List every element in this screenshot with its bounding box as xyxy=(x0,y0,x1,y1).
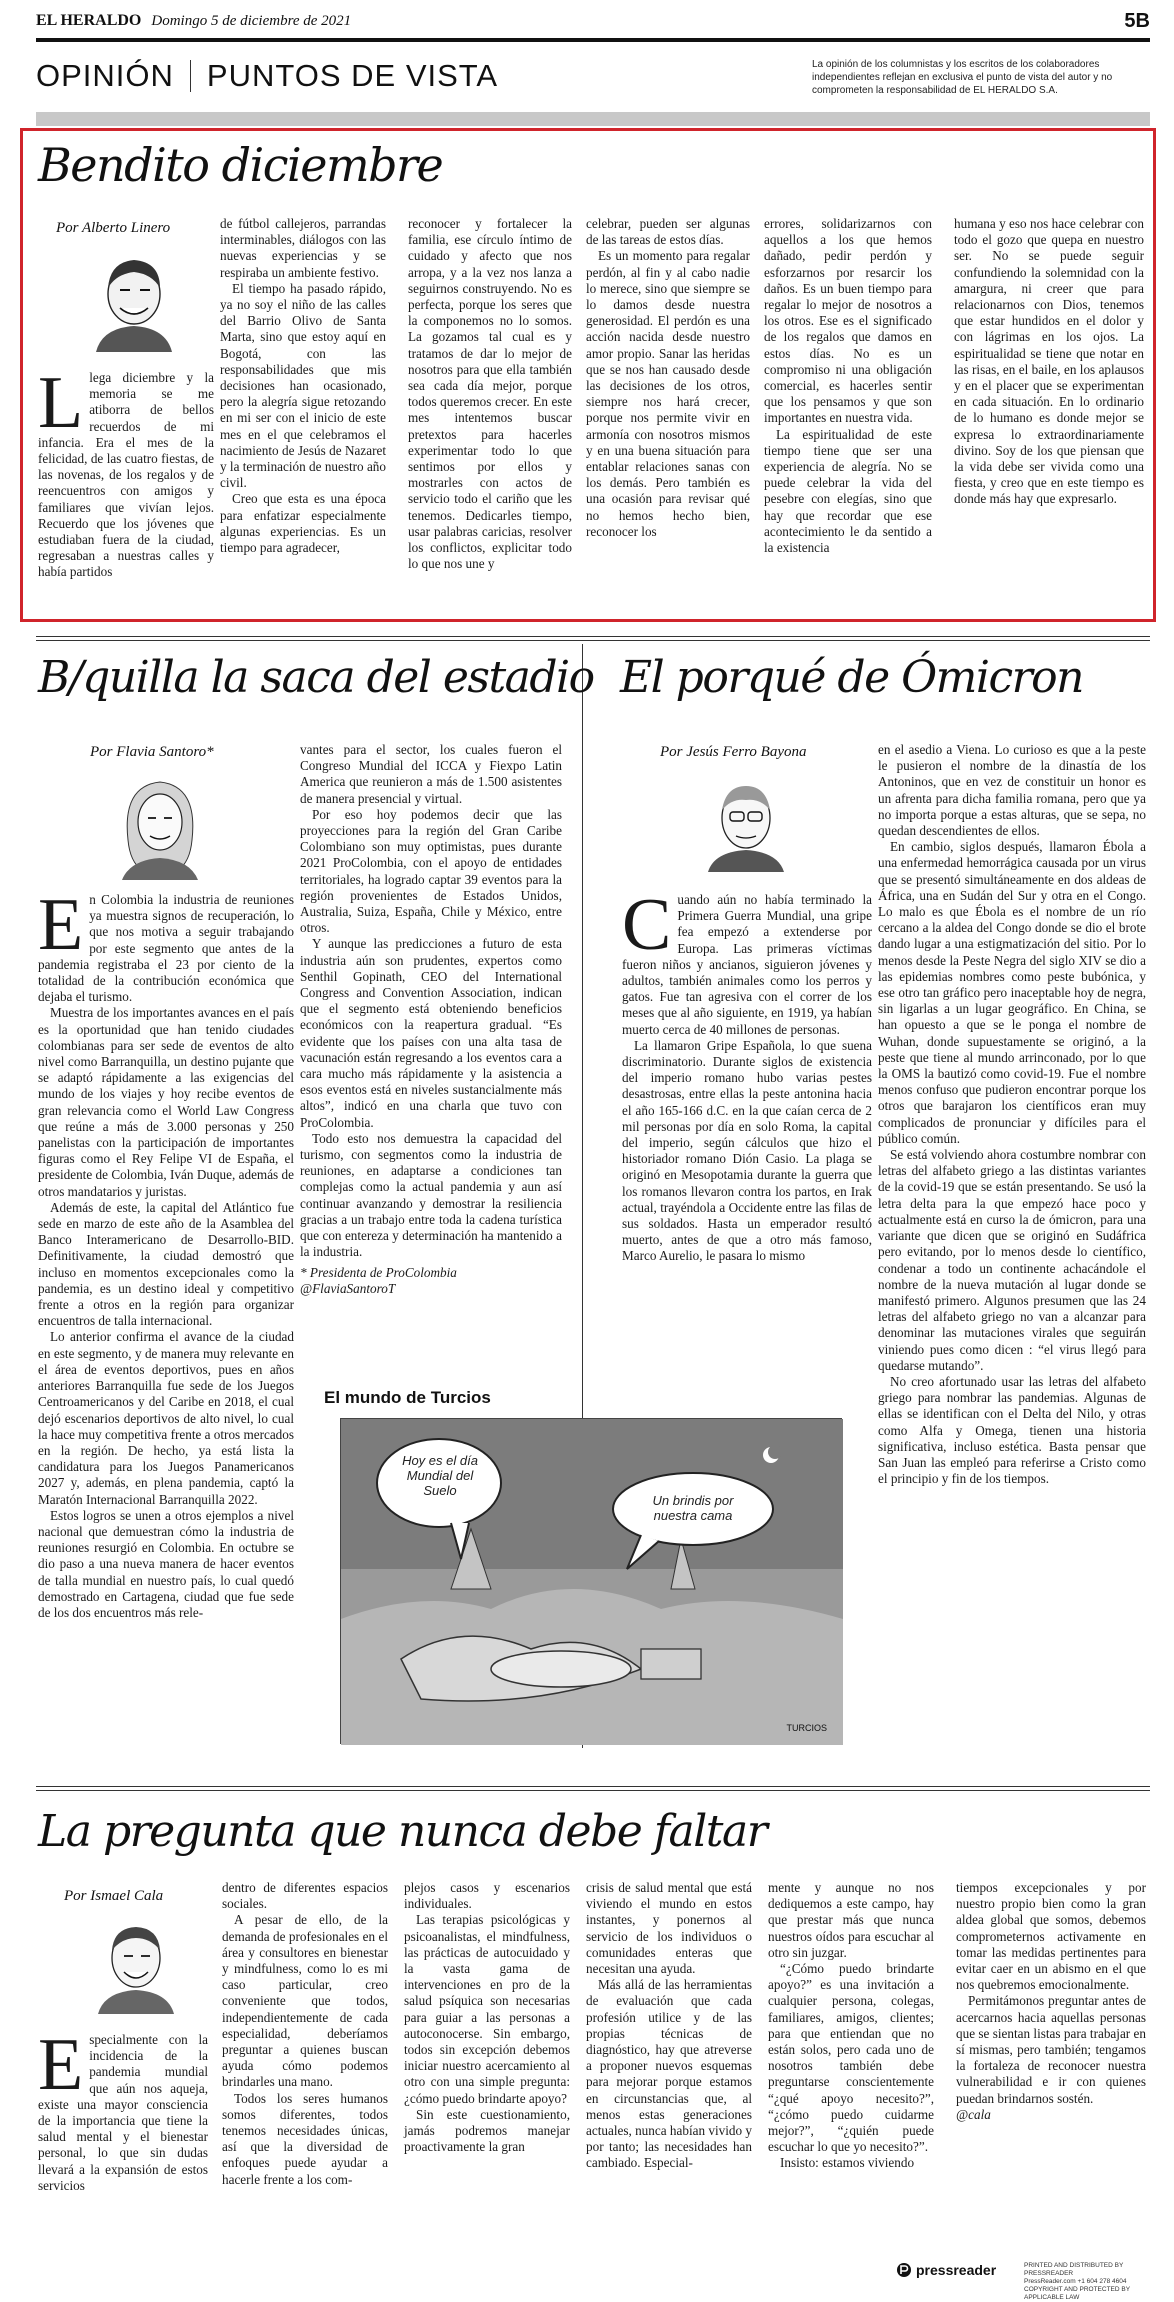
paper-info xyxy=(36,12,351,30)
article2-handle: @FlaviaSantoroT xyxy=(300,1280,396,1296)
article2-footnote: * Presidenta de ProColombia xyxy=(300,1264,457,1280)
article2-paragraph: Y aunque las predicciones a futuro de esta industria aún son prudentes, expertos como Senthil Gopinath, CEO del International Congress and Convention Association, indican que el segmento está obteniendo beneficios económicos con la reapertura gradual. “Es evidente que los países con una alta tasa de vacunación están regresando a los eventos cara a cara mucho más rápidamente y la asistencia a esos eventos está en niveles sustancialmente más altos”, indicó en una charla que tuvo con ProColombia. xyxy=(300,936,562,1130)
footer-line: PressReader.com +1 604 278 4604 xyxy=(1024,2278,1127,2285)
article4-paragraph: Las terapias psicológicas y psicoanalistas, el mindfulness, las prácticas de autocuidado y la vasta gama de intervenciones en pro de la salud psíquica son necesarias para guiar a las personas a autoconocerse. Sin embargo, todos sin excepción debemos iniciar nuestro acercamiento al otro con una simple pregunta: ¿cómo puedo brindarte apoyo? xyxy=(404,1912,570,2106)
article4-paragraph: Todos los seres humanos somos diferentes, todos tenemos necesidades únicas, así que la diversidad de enfoques puede ayudar a hacerle frente a los com- xyxy=(222,2090,388,2187)
article1-paragraph: de fútbol callejeros, parrandas interminables, diálogos con las nuevas experiencias y se respiraba un ambiente festivo. xyxy=(220,216,386,280)
author-portrait xyxy=(88,1914,184,2014)
author-portrait xyxy=(108,770,212,880)
article1-col1 xyxy=(38,362,214,610)
footer-fine-print xyxy=(1024,2262,1164,2302)
article2-paragraph: Lo anterior confirma el avance de la ciudad en este segmento, y de manera muy relevante en el área de eventos deportivos, pues en años anteriores Barranquilla fue sede de los Juegos Centroamericanos y del Caribe en 2018, el cual dejó escenarios deportivos de alto nivel, lo cual la hace muy competitiva frente a otros mercados en la región. De hecho, ya está lista la candidatura para los Juegos Panamericanos 2027 y, además, en plena pandemia, captó la Maratón Internacional Barranquilla 2022. xyxy=(38,1329,294,1507)
article1-col4 xyxy=(586,216,750,610)
article4-paragraph: Sin este cuestionamiento, jamás podremos manejar proactivamente la gran xyxy=(404,2106,570,2155)
article4-paragraph: tiempos excepcionales y por nuestro propio bien como la gran aldea global que somos, debemos comprometernos activamente en tomar las medidas pertinentes para evitar caer en un abismo en el que nos quebremos emocionalmente. xyxy=(956,1880,1146,1993)
article3-paragraph: No creo afortunado usar las letras del alfabeto griego para nombrar las pandemias. Algunas de ellas se identifican con el Delta del Nilo, y otras como Alfa y Omega, tienen una historia significativa, incluso estética. Basta pensar que San Juan las empleó para referirse a Cristo como el principio y fin de los tiempos. xyxy=(878,1373,1146,1487)
author-portrait xyxy=(700,772,792,872)
article1-paragraph: La espiritualidad de este tiempo tiene que ser una experiencia de alegría. No se puede celebrar la vida del pesebre con elegías, sino que hay que recordar que ese acontecimiento le da sentido a la existencia xyxy=(764,426,932,556)
article3-paragraph: Se está volviendo ahora costumbre nombrar con letras del alfabeto griego a las distintas variantes de la covid-19 que se están presentando. Se usó la letra delta para la que empezó hace poco y actualmente está en curso la de ómicron, para una variante que dicen que se originó en Sudáfrica pero evitando, por lo menos desde lo científico, condenar a todo un continente achacándole el nombre de la nueva mutación al lugar donde se manifestó primero. Algunos presumen que las 24 letras del alfabeto griego no van a alcanzar para denominar las mutaciones virales que seguirán viniendo pues como dicen : “el virus llegó para quedarse mutando”. xyxy=(878,1147,1146,1373)
article1-col6 xyxy=(954,216,1144,610)
article1-col1-text: lega diciembre y la memoria se me atiborra de bellos recuerdos de mi infancia. Era el mes de la felicidad, de las cuatro fiestas, de las novenas, de los regalos y de reencuentros con amigos y familiares que vivían lejos. Recuerdo que los jóvenes que estudiaban fuera de la ciudad, regresaban a nuestras calles y había partidos xyxy=(38,370,214,580)
section-right: PUNTOS DE VISTA xyxy=(206,58,499,93)
article2-dropcap: E xyxy=(38,884,84,966)
article3-paragraph: en el asedio a Viena. Lo curioso es que a la peste le pusieron el nombre de la dinastía de los Antoninos, que en vez de constituir un honor es un afrenta para dicha familia romana, pero que ya no importa porque a estas alturas, que se sepa, no quedan descendientes de ellos. xyxy=(878,742,1146,839)
article4-paragraph: crisis de salud mental que está viviendo el mundo en estos instantes, y ponernos al servicio de los individuos o comunidades enteras que necesitan una ayuda. xyxy=(586,1880,752,1977)
section-left: OPINIÓN xyxy=(36,58,174,93)
paper-name: EL HERALDO xyxy=(36,12,142,29)
article2-headline: B/quilla la saca del estadio xyxy=(38,652,594,703)
article2-paragraph: Todo esto nos demuestra la capacidad del turismo, con segmentos como la industria de reuniones, en adaptarse a condiciones tan complejas como la actual pandemia y aun así continuar avanzando y demostrar la resiliencia gracias a un trabajo entre toda la cadena turística que con entereza y determinación ha mantenido a la industria. xyxy=(300,1130,562,1260)
section-divider xyxy=(36,640,1150,641)
pressreader-logo[interactable] xyxy=(896,2262,996,2278)
article1-headline: Bendito diciembre xyxy=(38,138,443,192)
section-divider xyxy=(36,1790,1150,1791)
pressreader-brand: pressreader xyxy=(916,2262,997,2278)
article3-headline: El porqué de Ómicron xyxy=(620,652,1083,703)
section-band xyxy=(36,112,1150,126)
article4-paragraph: A pesar de ello, de la demanda de profesionales en el área y consultores en bienestar y mindfulness, como lo es mi caso particular, creo conveniente que todos, independientemente de cada especialidad, deberíamos preguntar a quienes buscan ayuda cómo podemos brindarles una mano. xyxy=(222,1912,388,2090)
article4-paragraph: Insisto: estamos viviendo xyxy=(780,2155,915,2171)
article4-col5 xyxy=(768,1880,934,2242)
article4-headline: La pregunta que nunca debe faltar xyxy=(38,1806,767,1857)
article4-paragraph: dentro de diferentes espacios sociales. xyxy=(222,1880,388,1912)
article1-paragraph: celebrar, pueden ser algunas de las tareas de estos días. xyxy=(586,216,750,248)
article2-paragraph: vantes para el sector, los cuales fueron el Congreso Mundial del ICCA y Fiexpo Latin America que reunieron a más de 1.500 asistentes de manera presencial y virtual. xyxy=(300,742,562,806)
section-separator xyxy=(190,60,191,92)
disclaimer: La opinión de los columnistas y los escritos de los colaboradores independientes reflejan en exclusiva el punto de vista del autor y no comprometen la responsabilidad de EL HERALDO S.A. xyxy=(812,59,1113,96)
author-portrait xyxy=(86,248,182,352)
section-divider xyxy=(36,1786,1150,1787)
article1-paragraph: errores, solidarizarnos con aquellos a los que hemos dañado, pedir perdón y esforzarnos por resarcir los daños. Es un buen tiempo para regalar lo mejor de nosotros a los otros. Ese es el significado de los regalos que damos en estos días. No es un compromiso ni una obligación comercial, es hacerles sentir que los pensamos y que son importantes en nuestra vida. xyxy=(764,216,932,426)
article3-byline: Por Jesús Ferro Bayona xyxy=(660,744,807,760)
footer-line: COPYRIGHT AND PROTECTED BY APPLICABLE LAW xyxy=(1024,2286,1130,2301)
cartoon-signature: TURCIOS xyxy=(786,1723,827,1733)
article4-col1 xyxy=(38,2024,208,2242)
article4-paragraph: “¿Cómo puedo brindarte apoyo?” es una invitación a cualquier persona, colegas, familiares, amigos, clientes; para que entiendan que no están solos, pero cada uno de nosotros también debe preguntarse conscientemente “¿qué apoyo necesito?”, “¿cómo puedo cuidarme mejor?”, “¿quién puede escuchar lo que yo necesito?”. xyxy=(768,1961,934,2155)
article4-col2 xyxy=(222,1880,388,2242)
page-number: 5B xyxy=(1124,9,1150,32)
article4-paragraph: specialmente con la incidencia de la pandemia mundial que aún nos aqueja, existe una mayor consciencia de la importancia que tiene la salud mental y el bienestar personal, lo que sin dudas llevará a la expansión de estos servicios xyxy=(38,2032,208,2193)
masthead xyxy=(36,8,1150,34)
pressreader-icon xyxy=(896,2262,912,2278)
article1-col2 xyxy=(220,216,386,610)
article4-paragraph: mente y aunque no nos dediquemos a este campo, hay que prestar más que nunca nuestros oídos para escuchar al otro sin juzgar. xyxy=(768,1880,934,1960)
article1-dropcap: L xyxy=(38,362,84,444)
cartoon-bubble-right: Un brindis por nuestra cama xyxy=(652,1493,734,1523)
article3-paragraph: uando aún no había terminado la Primera Guerra Mundial, una gripe fea empezó a extenderse por Europa. Las primeras víctimas fueron niños y ancianos, siguieron jóvenes y adultos, también animales como los perros y gatos. Fue tan agresiva con el correr de los meses que al año siguiente, en 1919, ya habían muerto cerca de 40 millones de personas. xyxy=(622,892,872,1037)
article1-paragraph: Es un momento para regalar perdón, al fin y al cabo nadie lo merece, sino que siempre se lo damos desde nuestra generosidad. El perdón es una acción nacida desde nuestro amor propio. Sanar las heridas que se nos han causado desde las decisiones de los otros, siempre nos hará crecer, porque nos permite vivir en armonía con nosotros mismos y en una buena situación para entablar relaciones sanas con los demás. Pero también es una ocasión para revisar qué no hemos hecho bien, reconocer los xyxy=(586,248,750,539)
article1-paragraph: humana y eso nos hace celebrar con todo el gozo que quepa en nuestro ser. No se puede seguir confundiendo la solemnidad con la amargura, ni creer que para relacionarnos con Dios, tenemos que estar hundidos en el dolor y con lágrimas en los ojos. La espiritualidad se tiene que notar en las risas, en el baile, en los aplausos y en el placer que se experimentan en cada situación. En lo ordinario de lo humano es donde mejor se expresa lo extraordinariamente divino. Soy de los que piensan que la vida debe ser vivida como una fiesta, y creo que en este tiempo es donde más hay que expresarlo. xyxy=(954,216,1144,507)
article3-paragraph: La llamaron Gripe Española, lo que suena discriminatorio. Durante siglos de existencia del imperio romano hubo varias pestes desastrosas, entre ellas la peste antonina hacia el año 165-166 d.C. en la que caían cerca de 2 mil personas por día en solo Roma, la capital del imperio, según cálculos que hizo el historiador romano Dión Casio. La plaga se originó en Mesopotamia durante la guerra que los romanos llevaron contra los partos, en Irak actual, trayéndola a Occidente entre las filas de sus soldados. Hasta un emperador resultó muerto, antes de que a otro más famoso, Marco Aurelio, le pasara lo mismo xyxy=(622,1037,872,1264)
article4-col6 xyxy=(956,1880,1146,2242)
article2-col2 xyxy=(300,742,562,1362)
footer-line: PRINTED AND DISTRIBUTED BY PRESSREADER xyxy=(1024,2262,1124,2277)
article4-paragraph: Más allá de las herramientas de evaluación que cada profesión utilice y de las propias técnicas de diagnóstico, hay que atreverse a proponer nuevos esquemas para mejorar porque estamos en circunstancias que, al menos estas generaciones actuales, nunca habían vivido y por tanto; las necesidades han cambiado. Especial- xyxy=(586,1977,752,2171)
article1-byline: Por Alberto Linero xyxy=(56,220,171,236)
article2-paragraph: Además de este, la capital del Atlántico fue sede en marzo de este año de la Asamblea del Banco Interamericano de Desarrollo-BID. Definitivamente, la ciudad demostró que incluso en momentos excepcionales como la pandemia, es un destino ideal y competitivo frente a otros en la región para organizar encuentros de talla internacional. xyxy=(38,1199,294,1329)
article4-dropcap: E xyxy=(38,2024,84,2106)
article4-signature: @cala xyxy=(956,2106,991,2122)
article1-paragraph: Creo que esta es una época para enfatizar especialmente algunas experiencias. Es un tiempo para agradecer, xyxy=(220,491,386,556)
article2-paragraph: Muestra de los importantes avances en el país es la oportunidad que han tenido ciudades colombianas para ser sede de eventos de alto nivel como Barranquilla, un destino pujante que se adaptó rápidamente a las exigencias del mundo de los viajes y hoy recibe eventos de gran relevancia como el World Law Congress que reúne a más de 3.000 personas y 250 panelistas con la participación de importantes figuras como el Rey Felipe VI de España, el presidente de Colombia, Iván Duque, además de otros mandatarios y juristas. xyxy=(38,1005,294,1199)
article3-col1 xyxy=(622,884,872,1402)
cartoon-bubble-left: Hoy es el día Mundial del Suelo xyxy=(402,1453,478,1498)
article2-byline: Por Flavia Santoro* xyxy=(90,744,214,760)
article3-dropcap: C xyxy=(622,884,672,966)
article1-col3 xyxy=(408,216,572,610)
article2-paragraph: Estos logros se unen a otros ejemplos a nivel nacional que demuestran cómo la industria de reuniones resurgió en Colombia. En octubre se dio paso a una nueva manera de hacer eventos de talla mundial en nuestro país, lo cual quedó demostrado en Cartagena, ciudad que fue sede de los dos encuentros más rele- xyxy=(38,1507,294,1620)
article4-byline: Por Ismael Cala xyxy=(64,1888,164,1904)
article2-paragraph: n Colombia la industria de reuniones ya muestra signos de recuperación, lo que nos motiva a seguir trabajando por este segmento que antes de la pandemia registraba el 23 por ciento de la totalidad de la contribución económica que dejaba el turismo. xyxy=(38,892,294,1005)
paper-date: Domingo 5 de diciembre de 2021 xyxy=(151,13,352,29)
article4-col4 xyxy=(586,1880,752,2242)
article3-col2 xyxy=(878,742,1146,1748)
cartoon xyxy=(340,1418,842,1744)
article1-col5 xyxy=(764,216,932,610)
cartoon-title: El mundo de Turcios xyxy=(324,1388,491,1407)
article3-paragraph: En cambio, siglos después, llamaron Ébola a una enfermedad hemorrágica causada por un virus que se presentó simultáneamente en dos aldeas de África, una en Sudán del Sur y otra en el Congo. Lo malo es que Ébola es el nombre de un río cercano a la aldea del Congo donde se dio el brote dando lugar a una estigmatización del sitio. Por lo menos desde la Peste Negra del siglo XIV se dio a las epidemias nombres como peste bubónica, y ese otro tan gráfico pero inaceptable hoy de negra, sin ligarlas a un lugar geográfico. En China, se han opuesto a que se le ponga el nombre de Wuhan, donde supuestamente se originó, a la peste que tiene al mundo arrinconado, por lo que la OMS la bautizó como covid-19. Fue el nombre menos confuso que pudieron encontrar porque los otros que barajaron los científicos eran muy complicados de pronunciar y difíciles para el público común. xyxy=(878,839,1146,1146)
article2-paragraph: Por eso hoy podemos decir que las proyecciones para la región del Gran Caribe Colombiano son muy optimistas, pues durante 2021 ProColombia, con el apoyo de entidades territoriales, ha logrado captar 39 eventos para la región provenientes de Estados Unidos, Australia, Suiza, España, Chile y México, entre otros. xyxy=(300,806,562,936)
section-title xyxy=(36,58,498,94)
article2-col1 xyxy=(38,884,294,1748)
article1-paragraph: reconocer y fortalecer la familia, ese círculo íntimo de cuidado y afecto que nos arropa, y a la vez nos lanza a seguirnos construyendo. No es perfecta, porque los seres que la componemos no lo somos. La gozamos tal cual es y tratamos de dar lo mejor de nosotros para que ella también sea cada día mejor, porque todos queremos crecer. En este mes intentemos buscar pretextos para hacerles experimentar todo lo que sentimos por ellos y mostrarles con actos de servicio todo el cariño que les tenemos. Dedicarles tiempo, usar palabras caricias, resolver los conflictos, explicitar todo lo que nos une y xyxy=(408,216,572,572)
section-divider xyxy=(36,636,1150,637)
article1-paragraph: El tiempo ha pasado rápido, ya no soy el niño de las calles del Barrio Olivo de Santa Marta, sino que estoy aquí en Bogotá, con las responsabilidades que mis decisiones han ocasionado, pero la alegría sigue retozando en mi ser con el inicio de este mes en el que celebramos el nacimiento de Jesús de Nazaret y la terminación de nuestro año civil. xyxy=(220,280,386,491)
article4-paragraph: Permitámonos preguntar antes de acercarnos hacia aquellas personas que se sientan listas para trabajar en sí mismas, pero también; tengamos la fortaleza de reconocer nuestra vulnerabilidad e ir con quienes puedan brindarnos sostén. xyxy=(956,1993,1146,2106)
article4-col3 xyxy=(404,1880,570,2242)
article4-paragraph: plejos casos y escenarios individuales. xyxy=(404,1880,570,1912)
masthead-rule xyxy=(36,38,1150,42)
